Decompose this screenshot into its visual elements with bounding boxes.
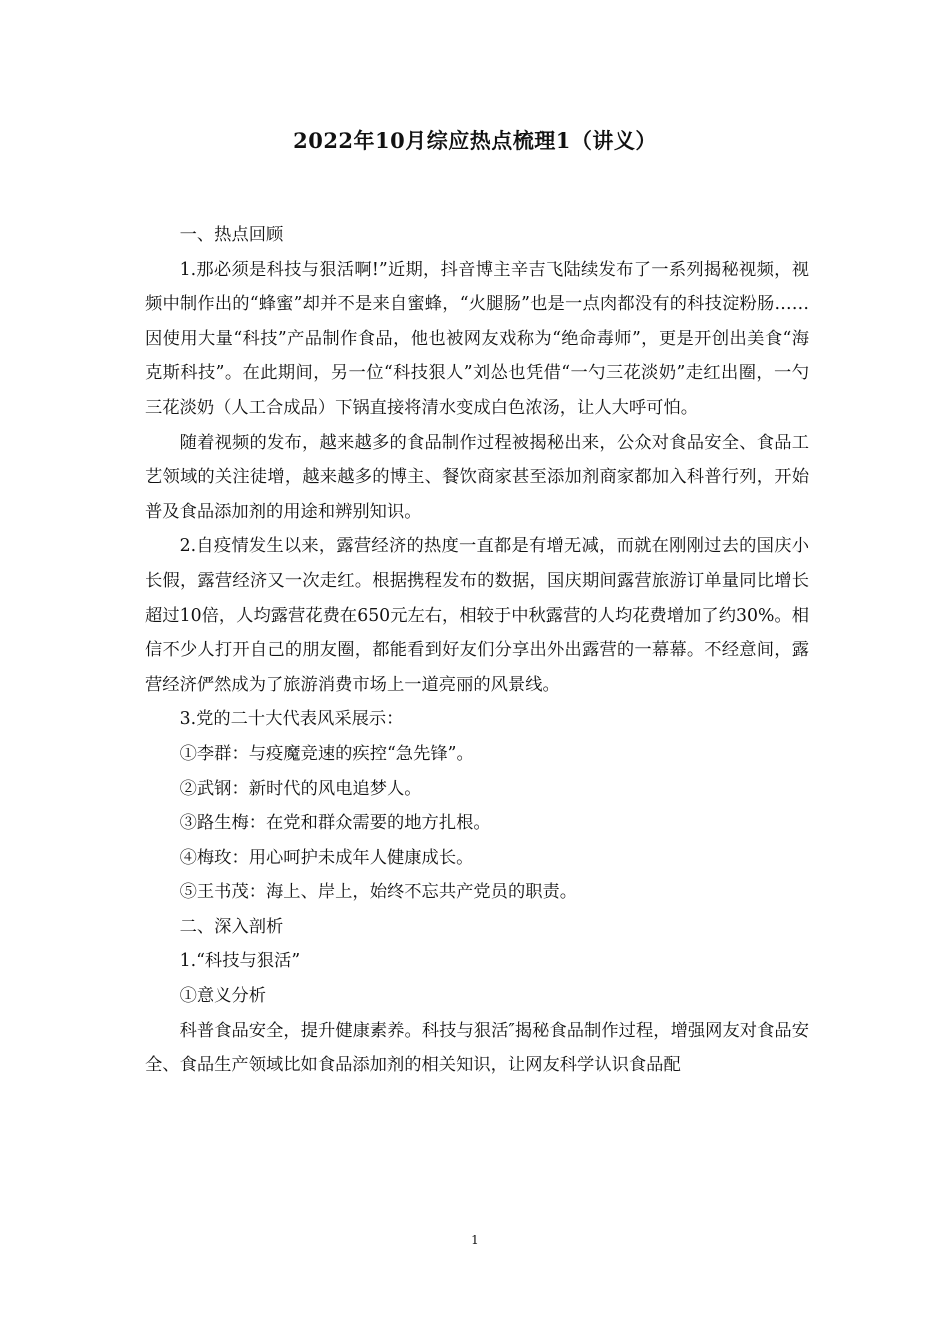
paragraph: 随着视频的发布，越来越多的食品制作过程被揭秘出来，公众对食品安全、食品工艺领域的关注徒增，越来越多的博主、餐饮商家甚至添加剂商家都加入科普行列，开始普及食品添加剂的用途和辨别知识。 bbox=[145, 432, 809, 522]
list-item: ①李群：与疫魔竞速的疾控“急先锋”。 bbox=[179, 743, 474, 764]
subheading: ①意义分析 bbox=[179, 986, 267, 1007]
document-body bbox=[145, 218, 809, 1083]
paragraph: 1.那必须是科技与狠活啊!”近期，抖音博主辛吉飞陆续发布了一系列揭秘视频，视频中制作出的“蜂蜜”却并不是来自蜜蜂，“火腿肠”也是一点肉都没有的科技淀粉肠……因使用大量“科技”产品制作食品，他也被网友戏称为“绝命毒师”，更是开创出美食“海克斯科技”。在此期间，另一位“科技狠人”刘怂也凭借“一勺三花淡奶”走红出圈，一勺三花淡奶（人工合成品）下锅直接将清水变成白色浓汤，让人大呼可怕。 bbox=[145, 259, 809, 418]
paragraph: 科普食品安全，提升健康素养。科技与狠活″揭秘食品制作过程，增强网友对食品安全、食品生产领域比如食品添加剂的相关知识，让网友科学认识食品配 bbox=[145, 1020, 809, 1076]
subheading: 1.“科技与狠活” bbox=[179, 951, 301, 972]
list-item: ②武钢：新时代的风电追梦人。 bbox=[179, 778, 422, 799]
paragraph: 3.党的二十大代表风采展示： bbox=[179, 709, 404, 730]
page-number: 1 bbox=[471, 1233, 479, 1247]
list-item: ③路生梅：在党和群众需要的地方扎根。 bbox=[179, 813, 491, 834]
paragraph: 2.自疫情发生以来，露营经济的热度一直都是有增无减，而就在刚刚过去的国庆小长假，露营经济又一次走红。根据携程发布的数据，国庆期间露营旅游订单量同比增长超过10倍，人均露营花费在650元左右，相较于中秋露营的人均花费增加了约30%。相信不少人打开自己的朋友圈，都能看到好友们分享出外出露营的一幕幕。不经意间，露营经济俨然成为了旅游消费市场上一道亮丽的风景线。 bbox=[145, 536, 809, 695]
section-heading-analysis: 二、深入剖析 bbox=[179, 916, 284, 937]
list-item: ④梅玫：用心呵护未成年人健康成长。 bbox=[179, 847, 474, 868]
list-item: ⑤王书茂：海上、岸上，始终不忘共产党员的职责。 bbox=[179, 882, 578, 903]
document-title: 2022年10月综应热点梳理1（讲义） bbox=[293, 128, 657, 153]
section-heading-review: 一、热点回顾 bbox=[179, 225, 284, 245]
